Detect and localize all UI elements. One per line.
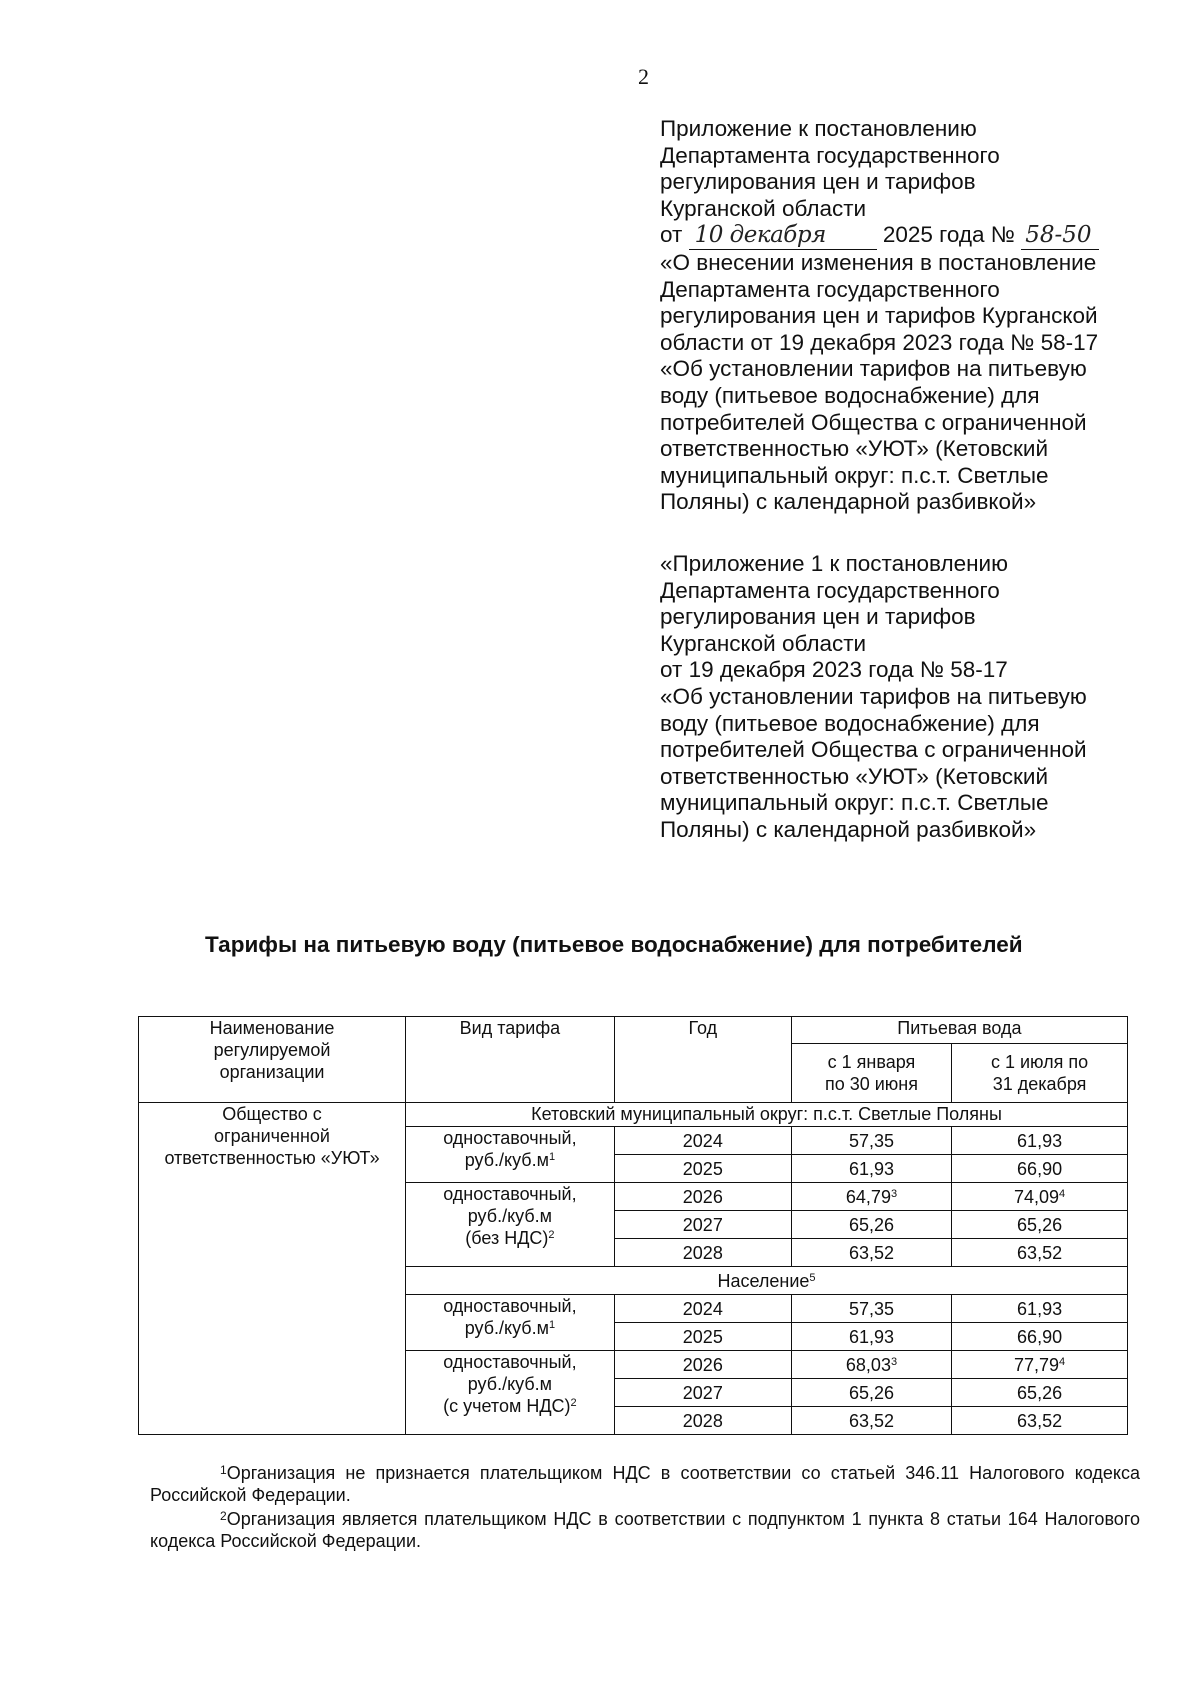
appendix-line: «Об установлении тарифов на питьевую — [660, 356, 1087, 382]
tariff-type-line: одноставочный, — [443, 1352, 577, 1372]
header-period-line: с 1 января — [827, 1052, 916, 1072]
tariff-type-cell — [406, 1351, 615, 1435]
appendix-line: «О внесении изменения в постановление — [660, 249, 1097, 275]
value-cell: 63,52 — [791, 1239, 951, 1267]
year-cell: 2025 — [614, 1155, 791, 1183]
footnote-2 — [150, 1508, 1140, 1552]
appendix-line: потребителей Общества с ограниченной — [660, 409, 1087, 435]
header-period-line: 31 декабря — [992, 1074, 1087, 1094]
value-cell: 63,52 — [791, 1407, 951, 1435]
tariff-type-cell — [406, 1295, 615, 1351]
tariff-type-line: (без НДС)$^2$ — [465, 1228, 555, 1248]
header-org-line: регулируемой — [213, 1040, 331, 1060]
year-cell: 2026 — [614, 1183, 791, 1211]
value-cell: 65,26 — [952, 1211, 1128, 1239]
year-text: 2025 года № — [882, 222, 1015, 248]
year-cell: 2028 — [614, 1239, 791, 1267]
footnote-mark: 4 — [1059, 1187, 1066, 1200]
value-cell: 57,35 — [791, 1295, 951, 1323]
appendix-line: регулирования цен и тарифов — [660, 169, 976, 195]
footnote-mark: 2 — [548, 1229, 555, 1241]
value-cell: 74,09$^4$ — [952, 1183, 1128, 1211]
value-cell: 61,93 — [791, 1323, 951, 1351]
footnote-number: 2 — [220, 1509, 227, 1523]
appendix1-line: «Об установлении тарифов на питьевую — [660, 683, 1087, 709]
handwritten-date: 10 декабря — [689, 222, 877, 250]
appendix-line: воду (питьевое водоснабжение) для — [660, 382, 1040, 408]
table-row — [139, 1103, 1128, 1127]
header-org — [139, 1017, 406, 1103]
year-cell: 2026 — [614, 1351, 791, 1379]
year-cell: 2027 — [614, 1211, 791, 1239]
header-year: Год — [614, 1017, 791, 1103]
value-cell: 57,35 — [791, 1127, 951, 1155]
appendix1-line: от 19 декабря 2023 года № 58-17 — [660, 657, 1008, 683]
appendix-header — [660, 116, 1099, 516]
appendix1-line: Курганской области — [660, 630, 867, 656]
header-drinking-water: Питьевая вода — [791, 1017, 1127, 1044]
appendix-line: Курганской области — [660, 195, 867, 221]
footnote-text: Организация не признается плательщиком НДС в соответствии со статьей 346.11 Налогового кодекса Российской Федерации. — [150, 1463, 1140, 1505]
appendix-line: ответственностью «УЮТ» (Кетовский — [660, 436, 1049, 462]
org-name-line: Общество с — [222, 1104, 322, 1124]
value-cell: 61,93 — [952, 1127, 1128, 1155]
tariff-type-line: одноставочный, — [443, 1296, 577, 1316]
appendix1-line: воду (питьевое водоснабжение) для — [660, 710, 1040, 736]
tariff-type-cell — [406, 1127, 615, 1183]
appendix1-line: регулирования цен и тарифов — [660, 604, 976, 630]
appendix-line: муниципальный округ: п.с.т. Светлые — [660, 462, 1049, 488]
appendix1-line: потребителей Общества с ограниченной — [660, 737, 1087, 763]
appendix-line: области от 19 декабря 2023 года № 58-17 — [660, 329, 1099, 355]
tariff-type-line: $руб./куб.м^1$ — [464, 1150, 556, 1170]
year-cell: 2024 — [614, 1127, 791, 1155]
header-period-2 — [952, 1044, 1128, 1103]
value-cell: 61,93 — [952, 1295, 1128, 1323]
value-cell: 63,52 — [952, 1407, 1128, 1435]
value-cell: 65,26 — [791, 1211, 951, 1239]
tariff-type-line: одноставочный, — [443, 1184, 577, 1204]
table-title: Тарифы на питьевую воду (питьевое водоснабжение) для потребителей — [205, 932, 1023, 957]
footnote-mark: 2 — [570, 1397, 577, 1409]
year-cell: 2025 — [614, 1323, 791, 1351]
appendix1-header — [660, 551, 1087, 844]
header-org-line: Наименование — [209, 1018, 335, 1038]
page-number: 2 — [638, 64, 649, 89]
tariff-table — [138, 1016, 1128, 1435]
appendix1-line: Департамента государственного — [660, 577, 1000, 603]
value-cell: 68,03$^3$ — [791, 1351, 951, 1379]
footnote-mark: 1 — [548, 1151, 556, 1163]
value-cell: 66,90 — [952, 1323, 1128, 1351]
tariff-type-line: $руб./куб.м^1$ — [464, 1318, 556, 1338]
footnote-mark: 5 — [809, 1271, 816, 1284]
footnote-1 — [150, 1462, 1140, 1506]
footnote-mark: 3 — [890, 1355, 898, 1368]
header-org-line: организации — [219, 1062, 325, 1082]
org-name-cell — [139, 1103, 406, 1435]
header-period-1 — [791, 1044, 951, 1103]
appendix-line: Департамента государственного — [660, 142, 1000, 168]
footnote-mark: 4 — [1059, 1355, 1066, 1368]
table-header-row — [139, 1017, 1128, 1044]
footnote-text: Организация является плательщиком НДС в соответствии с подпунктом 1 пункта 8 статьи 164 Налогового кодекса Российской Федерации. — [150, 1509, 1140, 1551]
tariff-type-line: руб./куб.м — [467, 1206, 553, 1226]
year-cell: 2028 — [614, 1407, 791, 1435]
year-cell: 2027 — [614, 1379, 791, 1407]
date-prefix: от — [660, 222, 683, 248]
value-cell: 64,79$^3$ — [791, 1183, 951, 1211]
tariff-type-line: одноставочный, — [443, 1128, 577, 1148]
appendix-line: Департамента государственного — [660, 276, 1000, 302]
appendix-date-line — [660, 222, 1099, 250]
header-period-line: по 30 июня — [824, 1074, 918, 1094]
footnote-mark: 1 — [548, 1319, 556, 1331]
section-title: Население$^5$ — [406, 1267, 1128, 1295]
tariff-type-cell — [406, 1183, 615, 1267]
org-name-line: ответственностью «УЮТ» — [164, 1148, 380, 1168]
section-title: Кетовский муниципальный округ: п.с.т. Светлые Поляны — [406, 1103, 1128, 1127]
year-cell: 2024 — [614, 1295, 791, 1323]
value-cell: 63,52 — [952, 1239, 1128, 1267]
appendix-line: регулирования цен и тарифов Курганской — [660, 303, 1098, 329]
appendix-line: Приложение к постановлению — [660, 116, 977, 141]
appendix-line: Поляны) с календарной разбивкой» — [660, 489, 1037, 515]
value-cell: 77,79$^4$ — [952, 1351, 1128, 1379]
tariff-type-line: руб./куб.м — [467, 1374, 553, 1394]
appendix1-line: ответственностью «УЮТ» (Кетовский — [660, 763, 1049, 789]
tariff-type-line: (с учетом НДС)$^2$ — [443, 1396, 577, 1416]
value-cell: 65,26 — [952, 1379, 1128, 1407]
value-cell: 61,93 — [791, 1155, 951, 1183]
appendix1-line: «Приложение 1 к постановлению — [660, 551, 1008, 576]
footnote-number: 1 — [220, 1463, 227, 1477]
header-tariff-type: Вид тарифа — [406, 1017, 615, 1103]
header-period-line: с 1 июля по — [990, 1052, 1089, 1072]
value-cell: 65,26 — [791, 1379, 951, 1407]
appendix1-line: муниципальный округ: п.с.т. Светлые — [660, 790, 1049, 816]
org-name-line: ограниченной — [214, 1126, 330, 1146]
footnote-mark: 3 — [890, 1187, 898, 1200]
appendix1-line: Поляны) с календарной разбивкой» — [660, 816, 1037, 842]
value-cell: 66,90 — [952, 1155, 1128, 1183]
handwritten-number: 58-50 — [1021, 222, 1099, 250]
